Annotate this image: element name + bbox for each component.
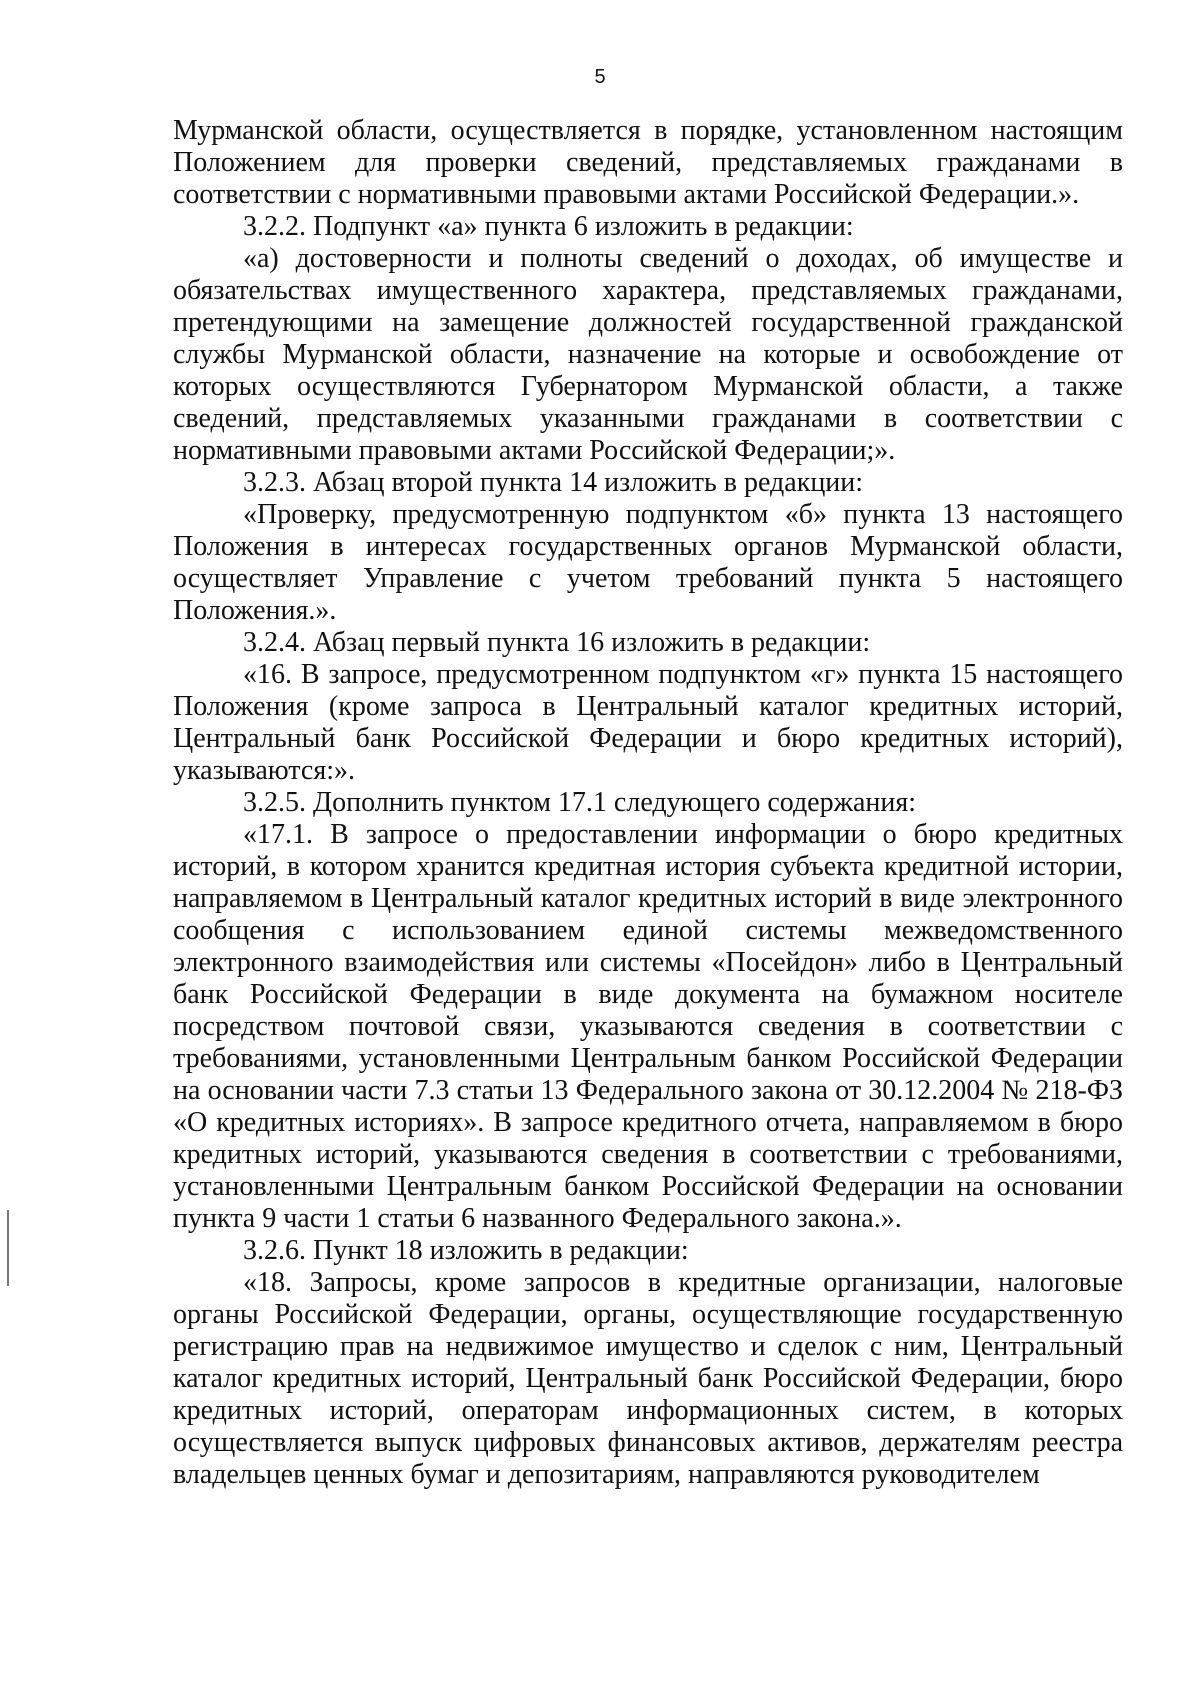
paragraph-3-2-3-text: «Проверку, предусмотренную подпунктом «б» пункта 13 настоящего Положения в интересах государственных органов Мурманской области, осуществляет Управление с учетом требований пункта 5 настоящего Положения.». [173, 499, 1123, 626]
paragraph-3-2-3-heading: 3.2.3. Абзац второй пункта 14 изложить в редакции: [243, 467, 864, 498]
paragraph-3-2-4-heading: 3.2.4. Абзац первый пункта 16 изложить в редакции: [243, 627, 871, 658]
paragraph-3-2-2-text: «а) достоверности и полноты сведений о доходах, об имуществе и обязательствах имущественного характера, представляемых гражданами, претендующими на замещение должностей государственной гражданской службы Мурманской области, назначение на которые и освобождение от которых осуществляются Губернатором Мурманской области, а также сведений, представляемых указанными гражданами в соответствии с нормативными правовыми актами Российской Федерации;». [173, 243, 1123, 466]
document-body [173, 115, 1123, 1491]
page-number: 5 [594, 66, 606, 88]
paragraph-3-2-5-text: «17.1. В запросе о предоставлении информации о бюро кредитных историй, в котором хранится кредитная история субъекта кредитной истории, направляемом в Центральный каталог кредитных историй в виде электронного сообщения с использованием единой системы межведомственного электронного взаимодействия или системы «Посейдон» либо в Центральный банк Российской Федерации в виде документа на бумажном носителе посредством почтовой связи, указываются сведения в соответствии с требованиями, установленными Центральным банком Российской Федерации на основании части 7.3 статьи 13 Федерального закона от 30.12.2004 № 218-ФЗ «О кредитных историях». В запросе кредитного отчета, направляемом в бюро кредитных историй, указываются сведения в соответствии с требованиями, установленными Центральным банком Российской Федерации на основании пункта 9 части 1 статьи 6 названного Федерального закона.». [173, 819, 1123, 1234]
paragraph-3-2-5-heading: 3.2.5. Дополнить пунктом 17.1 следующего содержания: [243, 787, 917, 818]
paragraph-3-2-4-text: «16. В запросе, предусмотренном подпунктом «г» пункта 15 настоящего Положения (кроме запроса в Центральный каталог кредитных историй, Центральный банк Российской Федерации и бюро кредитных историй), указываются:». [173, 659, 1123, 786]
paragraph-continuation: Мурманской области, осуществляется в порядке, установленном настоящим Положением для проверки сведений, представляемых гражданами в соответствии с нормативными правовыми актами Российской Федерации.». [173, 115, 1123, 210]
paragraph-3-2-6-text: «18. Запросы, кроме запросов в кредитные организации, налоговые органы Российской Федерации, органы, осуществляющие государственную регистрацию прав на недвижимое имущество и сделок с ним, Центральный каталог кредитных историй, Центральный банк Российской Федерации, бюро кредитных историй, операторам информационных систем, в которых осуществляется выпуск цифровых финансовых активов, держателям реестра владельцев ценных бумаг и депозитариям, направляются руководителем [173, 1267, 1123, 1490]
paragraph-3-2-2-heading: 3.2.2. Подпункт «а» пункта 6 изложить в редакции: [243, 211, 854, 242]
scan-artifact-line [7, 1210, 9, 1286]
paragraph-3-2-6-heading: 3.2.6. Пункт 18 изложить в редакции: [243, 1235, 689, 1266]
